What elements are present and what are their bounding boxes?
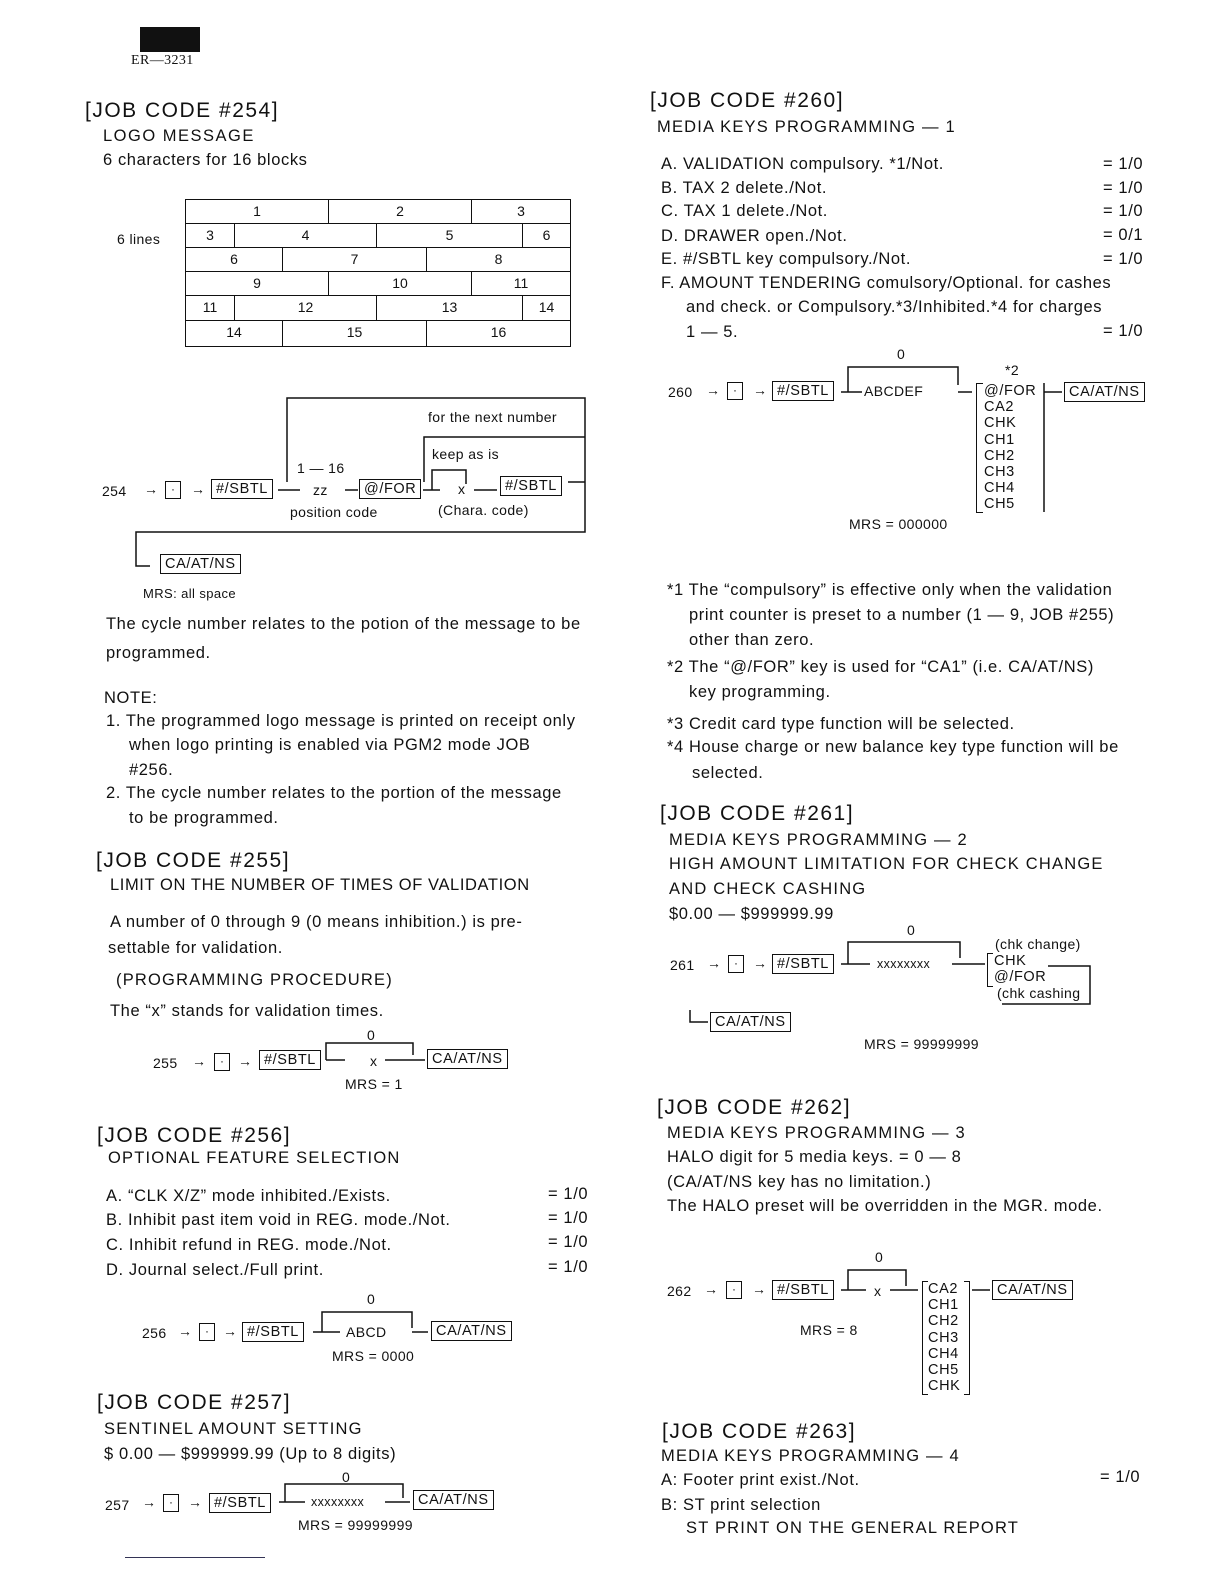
arrow-icon: →	[753, 955, 768, 971]
job-257-range: $ 0.00 — $999999.99 (Up to 8 digits)	[104, 1445, 397, 1463]
note-line: 1. The programmed logo message is printed on receipt only	[106, 712, 576, 730]
arrow-icon: →	[188, 1494, 203, 1510]
option-item: A. VALIDATION compulsory. *1/Not.	[661, 155, 944, 173]
digits-label: xxxxxxxx	[877, 957, 931, 971]
chara-code-label: (Chara. code)	[438, 502, 529, 518]
footnote: key programming.	[689, 683, 831, 701]
footnote: other than zero.	[689, 631, 815, 649]
abcdef-label: ABCDEF	[864, 383, 924, 399]
job-257-title: [JOB CODE #257]	[97, 1391, 292, 1414]
mrs-256: MRS = 0000	[332, 1348, 415, 1364]
job-263-subtitle: MEDIA KEYS PROGRAMMING — 4	[661, 1447, 960, 1465]
job-261-title: [JOB CODE #261]	[660, 802, 855, 825]
grid-cell: 5	[376, 223, 523, 248]
ca-at-ns-key: CA/AT/NS	[160, 554, 241, 574]
arrow-icon: →	[191, 481, 206, 497]
job-code-255: 255	[153, 1055, 178, 1071]
paragraph-line: settable for validation.	[108, 939, 283, 957]
grid-cell: 10	[328, 271, 472, 296]
sbtl-key-2: #/SBTL	[500, 476, 562, 496]
job-262-line: The HALO preset will be overridden in the MGR. mode.	[667, 1197, 1103, 1215]
sbtl-key: #/SBTL	[772, 954, 834, 974]
x-label: x	[370, 1053, 378, 1069]
mrs-257: MRS = 99999999	[298, 1517, 413, 1533]
grid-cell: 12	[234, 295, 377, 321]
chk-change-label: (chk change)	[995, 936, 1081, 952]
document-id: ER—3231	[131, 53, 194, 68]
job-254-title: [JOB CODE #254]	[85, 99, 280, 122]
footnote: *1 The “compulsory” is effective only when the validation	[667, 581, 1113, 599]
next-number-label: for the next number	[428, 409, 557, 425]
decimal-key: ·	[728, 955, 744, 973]
grid-cell: 3	[185, 223, 235, 248]
paragraph-line: A number of 0 through 9 (0 means inhibition.) is pre-	[110, 913, 523, 931]
sbtl-key: #/SBTL	[209, 1493, 271, 1513]
job-263-b: B: ST print selection	[661, 1496, 821, 1514]
key-bracket-right	[964, 1281, 970, 1395]
note-line: 2. The cycle number relates to the portion of the message	[106, 784, 562, 802]
zero-label: 0	[367, 1291, 376, 1307]
job-255-subtitle: LIMIT ON THE NUMBER OF TIMES OF VALIDATION	[110, 876, 530, 894]
keep-label: keep as is	[432, 446, 500, 462]
note-line: when logo printing is enabled via PGM2 mode JOB	[129, 736, 531, 754]
decimal-key: ·	[163, 1494, 179, 1512]
option-item: A. “CLK X/Z” mode inhibited./Exists.	[106, 1187, 391, 1205]
option-item: B. Inhibit past item void in REG. mode./Not.	[106, 1211, 451, 1229]
arrow-icon: →	[706, 382, 721, 398]
job-254-subtitle: LOGO MESSAGE	[103, 127, 255, 145]
footnote: print counter is preset to a number (1 — 9, JOB #255)	[689, 606, 1115, 624]
grid-cell: 14	[522, 295, 571, 321]
option-value: = 0/1	[1103, 226, 1144, 244]
job-256-subtitle: OPTIONAL FEATURE SELECTION	[108, 1149, 401, 1167]
grid-cell: 6	[185, 247, 283, 272]
option-value: = 1/0	[1103, 322, 1144, 340]
option-item: E. #/SBTL key compulsory./Not.	[661, 250, 911, 268]
option-value: = 1/0	[548, 1233, 589, 1251]
job-256-title: [JOB CODE #256]	[97, 1124, 292, 1147]
grid-cell: 15	[282, 320, 427, 347]
option-value: = 1/0	[548, 1258, 589, 1276]
grid-cell: 13	[376, 295, 523, 321]
arrow-icon: →	[144, 481, 159, 497]
footnote: selected.	[692, 764, 764, 782]
job-code-257: 257	[105, 1497, 130, 1513]
grid-cell: 3	[471, 199, 571, 224]
arrow-icon: →	[178, 1323, 193, 1339]
job-260-title: [JOB CODE #260]	[650, 89, 845, 112]
sbtl-key: #/SBTL	[211, 479, 273, 499]
ca-at-ns-key: CA/AT/NS	[427, 1049, 508, 1069]
sbtl-key: #/SBTL	[772, 1280, 834, 1300]
check-key-list: CHK @/FOR	[994, 953, 1047, 986]
grid-cell: 11	[185, 295, 235, 321]
decimal-key: ·	[726, 1281, 742, 1299]
option-item: C. TAX 1 delete./Not.	[661, 202, 828, 220]
paragraph-line: The cycle number relates to the potion of the message to be	[106, 615, 581, 633]
decimal-key: ·	[727, 382, 743, 400]
ca-at-ns-key: CA/AT/NS	[1064, 382, 1145, 402]
zero-label: 0	[875, 1249, 884, 1265]
job-263-a-value: = 1/0	[1100, 1468, 1141, 1486]
footnote-marker: *2	[1005, 362, 1020, 378]
redacted-logo-block	[140, 27, 200, 52]
job-code-262: 262	[667, 1283, 692, 1299]
job-262-line: HALO digit for 5 media keys. = 0 — 8	[667, 1148, 962, 1166]
job-code-256: 256	[142, 1325, 167, 1341]
zero-label: 0	[342, 1469, 351, 1485]
x-label: x	[458, 481, 466, 497]
media-key-list: CA2 CH1 CH2 CH3 CH4 CH5 CHK	[928, 1281, 961, 1395]
job-code-260: 260	[668, 384, 693, 400]
ca-at-ns-key: CA/AT/NS	[431, 1321, 512, 1341]
zero-label: 0	[367, 1027, 376, 1043]
grid-cell: 9	[185, 271, 329, 296]
sbtl-key: #/SBTL	[259, 1050, 321, 1070]
job-263-a: A: Footer print exist./Not.	[661, 1471, 860, 1489]
for-key: @/FOR	[359, 479, 421, 499]
option-item: F. AMOUNT TENDERING comulsory/Optional. for cashes	[661, 274, 1112, 292]
job-263-title: [JOB CODE #263]	[662, 1420, 857, 1443]
lines-label: 6 lines	[117, 231, 161, 247]
note-line: to be programmed.	[129, 809, 279, 827]
key-bracket	[987, 953, 993, 987]
chk-cashing-label: (chk cashing	[997, 985, 1081, 1001]
mrs-260: MRS = 000000	[849, 516, 948, 532]
position-code-label: position code	[290, 504, 378, 520]
job-262-title: [JOB CODE #262]	[657, 1096, 852, 1119]
option-item-cont: 1 — 5.	[686, 323, 739, 341]
job-262-line: MEDIA KEYS PROGRAMMING — 3	[667, 1124, 966, 1142]
footnote: *3 Credit card type function will be selected.	[667, 715, 1015, 733]
decimal-key: ·	[199, 1323, 215, 1341]
grid-cell: 8	[426, 247, 571, 272]
ca-at-ns-key: CA/AT/NS	[710, 1012, 791, 1032]
x-description: The “x” stands for validation times.	[110, 1002, 384, 1020]
grid-cell: 1	[185, 199, 329, 224]
job-257-subtitle: SENTINEL AMOUNT SETTING	[104, 1420, 363, 1438]
abcd-label: ABCD	[346, 1324, 387, 1340]
arrow-icon: →	[192, 1053, 207, 1069]
job-261-line: MEDIA KEYS PROGRAMMING — 2	[669, 831, 968, 849]
job-261-line: AND CHECK CASHING	[669, 880, 867, 898]
arrow-icon: →	[223, 1323, 238, 1339]
job-261-line: $0.00 — $999999.99	[669, 905, 834, 923]
arrow-icon: →	[142, 1494, 157, 1510]
note-heading: NOTE:	[104, 689, 158, 707]
footnote: *4 House charge or new balance key type function will be	[667, 738, 1119, 756]
x-label: x	[874, 1283, 882, 1299]
option-item: C. Inhibit refund in REG. mode./Not.	[106, 1236, 392, 1254]
note-line: #256.	[129, 761, 174, 779]
decimal-key: ·	[214, 1053, 230, 1071]
option-item: D. Journal select./Full print.	[106, 1261, 324, 1279]
grid-cell: 16	[426, 320, 571, 347]
grid-cell: 4	[234, 223, 377, 248]
arrow-icon: →	[753, 382, 768, 398]
procedure-heading: (PROGRAMMING PROCEDURE)	[116, 971, 393, 989]
option-item: D. DRAWER open./Not.	[661, 227, 848, 245]
zero-label: 0	[907, 922, 916, 938]
grid-cell: 11	[471, 271, 571, 296]
footer-rule	[125, 1557, 265, 1558]
paragraph-line: programmed.	[106, 644, 211, 662]
grid-cell: 2	[328, 199, 472, 224]
media-key-list: @/FOR CA2 CHK CH1 CH2 CH3 CH4 CH5	[984, 383, 1037, 513]
sbtl-key: #/SBTL	[772, 381, 834, 401]
logo-block-grid	[185, 199, 571, 347]
mrs-262: MRS = 8	[800, 1322, 858, 1338]
ca-at-ns-key: CA/AT/NS	[413, 1490, 494, 1510]
digits-label: xxxxxxxx	[311, 1495, 365, 1509]
job-code-254: 254	[102, 483, 127, 499]
mrs-254: MRS: all space	[143, 586, 237, 601]
option-value: = 1/0	[1103, 179, 1144, 197]
job-263-c: ST PRINT ON THE GENERAL REPORT	[686, 1519, 1020, 1537]
range-label: 1 — 16	[297, 460, 345, 476]
key-bracket	[976, 383, 983, 513]
arrow-icon: →	[752, 1281, 767, 1297]
option-value: = 1/0	[548, 1185, 589, 1203]
arrow-icon: →	[238, 1053, 253, 1069]
job-262-line: (CA/AT/NS key has no limitation.)	[667, 1173, 932, 1191]
option-value: = 1/0	[1103, 202, 1144, 220]
job-261-line: HIGH AMOUNT LIMITATION FOR CHECK CHANGE	[669, 855, 1104, 873]
grid-cell: 7	[282, 247, 427, 272]
grid-cell: 14	[185, 320, 283, 347]
grid-cell: 6	[522, 223, 571, 248]
arrow-icon: →	[707, 955, 722, 971]
job-255-title: [JOB CODE #255]	[96, 849, 291, 872]
mrs-261: MRS = 99999999	[864, 1036, 979, 1052]
mrs-255: MRS = 1	[345, 1076, 403, 1092]
option-item: B. TAX 2 delete./Not.	[661, 179, 828, 197]
option-item-cont: and check. or Compulsory.*3/Inhibited.*4 for charges	[686, 298, 1103, 316]
footnote: *2 The “@/FOR” key is used for “CA1” (i.e. CA/AT/NS)	[667, 658, 1094, 676]
zero-label: 0	[897, 346, 906, 362]
ca-at-ns-key: CA/AT/NS	[992, 1280, 1073, 1300]
decimal-key: ·	[165, 481, 181, 499]
sbtl-key: #/SBTL	[242, 1322, 304, 1342]
option-value: = 1/0	[1103, 155, 1144, 173]
job-254-desc: 6 characters for 16 blocks	[103, 151, 308, 169]
zz-label: zz	[313, 482, 328, 498]
job-code-261: 261	[670, 957, 695, 973]
option-value: = 1/0	[1103, 250, 1144, 268]
arrow-icon: →	[704, 1281, 719, 1297]
job-260-subtitle: MEDIA KEYS PROGRAMMING — 1	[657, 118, 956, 136]
option-value: = 1/0	[548, 1209, 589, 1227]
